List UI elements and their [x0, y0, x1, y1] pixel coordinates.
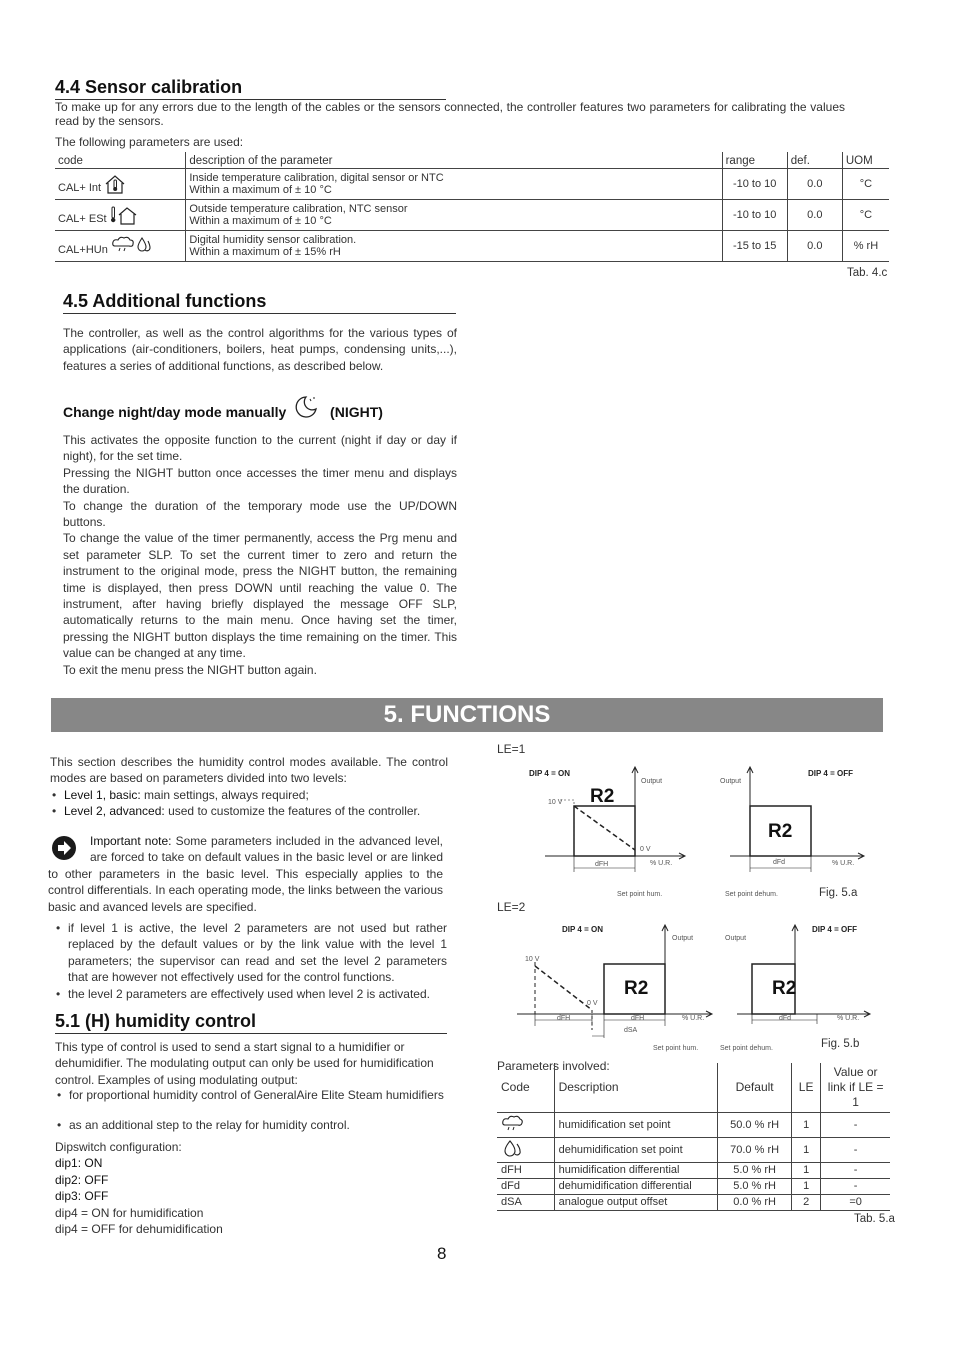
figure-5b: [497, 918, 897, 1058]
fig-5b-caption: Fig. 5.b: [821, 1038, 860, 1050]
params-title: Parameters involved:: [497, 1059, 610, 1073]
row-desc: humidification set point: [554, 1112, 718, 1137]
table-row: [497, 1137, 890, 1162]
row-def: 0.0: [787, 230, 842, 261]
section-5-1-intro: This type of control is used to send a start signal to a humidifier or dehumidifier. The modulating output can only be used for humidification control. Examples of using modulating output:: [55, 1040, 434, 1087]
fig-le2-label: LE=2: [497, 900, 526, 914]
list-item: • if level 1 is active, the level 2 parameters are not used but rather replaced by the default values or by the link value with the level 1 parameters; the supervisor can read and set the level 2 parameters that are however not effectively used for the control functions.: [54, 920, 447, 986]
dip-item: dip3: OFF: [55, 1189, 109, 1204]
row-code: dFd: [497, 1178, 554, 1194]
row-le: 1: [791, 1178, 820, 1194]
row-code: dFH: [497, 1162, 554, 1178]
level-list: [50, 787, 448, 820]
row-desc: analogue output offset: [554, 1194, 718, 1210]
col-description: description of the parameter: [186, 152, 722, 168]
cloud-icon: [501, 1115, 523, 1131]
section-4-4-title: 4.4 Sensor calibration: [55, 77, 446, 100]
table-row: [497, 1112, 890, 1137]
row-le: 2: [791, 1194, 820, 1210]
important-note: [48, 833, 443, 915]
level-label: Level 1, basic:: [64, 787, 141, 802]
row-desc-2: Within a maximum of ± 15% rH: [189, 245, 341, 258]
paragraph: To exit the menu press the NIGHT button again.: [63, 662, 317, 677]
row-default: 0.0 % rH: [718, 1194, 792, 1210]
ten-v-label: 10 V: [525, 956, 540, 963]
section-5-1-bullet-2: [55, 1117, 457, 1133]
row-code: CAL+ Int: [58, 181, 102, 194]
table-row: [55, 199, 889, 230]
moon-icon: [294, 395, 320, 419]
col-def: def.: [787, 152, 842, 168]
row-default: 70.0 % rH: [718, 1137, 792, 1162]
table-row: [55, 168, 889, 199]
table-header-row: [497, 1063, 890, 1112]
row-desc-1: Inside temperature calibration, digital sensor or NTC: [189, 171, 444, 184]
output-label: Output: [720, 778, 742, 785]
paragraph: To change the value of the timer permanently, access the Prg menu and set parameter SLP. To set the current timer to zero and return the instrument to the original mode, press the NIGHT button, the remaining time is displayed, then press DOWN until reaching the value 0. The instrument, after having briefly displayed the message OFF SLP, automatically returns to the main menu. Once having set the timer, pressing the NIGHT button displays the time remaining on the timer. This value can be changed at any time.: [63, 531, 457, 661]
list-item: • as an additional step to the relay for humidity control.: [55, 1117, 457, 1133]
ten-v-guide: [560, 800, 574, 856]
list-item: [50, 787, 448, 803]
table-row: [497, 1162, 890, 1178]
figure-5a: [497, 760, 897, 902]
note-text: Some parameters included in the advanced level, are forced to take on default values in the basic level or are linked to other parameters in the basic level. This especially applies to the control differentials. In each operating mode, the links between the various basic and avanced levels are specified.: [48, 834, 443, 914]
cloud-drop-icon: [111, 235, 151, 255]
paragraph: To change the duration of the temporary mode use the UP/DOWN buttons.: [63, 498, 457, 530]
ur-label: % U.R.: [650, 860, 673, 867]
dip-item: dip4 = OFF for dehumidification: [55, 1222, 223, 1237]
row-le: 1: [791, 1137, 820, 1162]
fig-5a-caption: Fig. 5.a: [819, 887, 858, 899]
section-4-4-intro: To make up for any errors due to the length of the cables or the sensors connected, the controller features two parameters for calibrating the values read by the sensors.: [55, 100, 845, 128]
paragraph: This activates the opposite function to the current (night if day or day if night), for the set time.: [63, 433, 457, 464]
outside-thermometer-icon: [110, 205, 138, 225]
section-5-1-bullet-1: [55, 1087, 457, 1103]
house-thermometer-icon: [104, 174, 126, 194]
dfh-label: dFH: [595, 861, 609, 868]
row-range: -15 to 15: [722, 230, 787, 261]
section-4-5-intro: The controller, as well as the control algorithms for the various types of applications (air-conditioners, boilers, heat pumps, condensing units,...), features a series of additional functions, as described below.: [63, 326, 457, 373]
table-row: [497, 1194, 890, 1210]
level-bullets: [54, 920, 447, 1002]
table-4c-caption: Tab. 4.c: [847, 267, 888, 279]
dipswitch-config: [55, 1139, 355, 1237]
row-desc-1: Digital humidity sensor calibration.: [189, 233, 357, 246]
dfh-label: dFH: [557, 1015, 571, 1022]
list-item: • the level 2 parameters are effectively used when level 2 is activated.: [54, 986, 447, 1002]
night-mode-subtitle-text: Change night/day mode manually: [63, 404, 287, 420]
night-mode-body: [63, 432, 457, 678]
dip-item: dip2: OFF: [55, 1172, 109, 1187]
section-5-intro-text: This section describes the humidity control modes available. The control modes are based on parameters divided into two levels:: [50, 755, 448, 786]
dip-title: Dipswitch configuration:: [55, 1140, 182, 1154]
col-value-link: Value or link if LE = 1: [821, 1063, 890, 1112]
modulating-ramp: [574, 806, 635, 850]
row-desc: dehumidification set point: [554, 1137, 718, 1162]
row-range: -10 to 10: [722, 168, 787, 199]
list-item: • for proportional humidity control of GeneralAire Elite Steam humidifiers: [55, 1087, 457, 1103]
output-label: Output: [672, 935, 694, 942]
row-default: 5.0 % rH: [718, 1178, 792, 1194]
section-4-4-intro2: The following parameters are used:: [55, 135, 244, 149]
row-value: =0: [821, 1194, 890, 1210]
row-le: 1: [791, 1162, 820, 1178]
row-code: CAL+ ESt: [58, 212, 107, 225]
level-label: Level 2, advanced:: [64, 804, 165, 819]
row-code: [497, 1137, 554, 1162]
row-code: [497, 1112, 554, 1137]
col-code: code: [55, 152, 186, 168]
col-range: range: [722, 152, 787, 168]
section-5-intro: [50, 754, 448, 820]
dfd-label: dFd: [773, 859, 786, 866]
col-description: Description: [554, 1063, 718, 1112]
ur-label: % U.R.: [837, 1015, 860, 1022]
level-text: used to customize the features of the controller.: [164, 804, 421, 819]
row-default: 5.0 % rH: [718, 1162, 792, 1178]
section-4-5-title: 4.5 Additional functions: [63, 291, 456, 314]
dfh-label: dFH: [631, 1015, 645, 1022]
r2-label: R2: [772, 978, 797, 999]
dip-off-label: DIP 4 = OFF: [812, 925, 857, 934]
level-text: main settings, always required;: [140, 787, 309, 802]
r2-label: R2: [768, 821, 793, 842]
row-value: -: [821, 1162, 890, 1178]
row-le: 1: [791, 1112, 820, 1137]
ur-label: % U.R.: [832, 860, 855, 867]
row-code: CAL+HUn: [58, 244, 108, 256]
dip-item: dip4 = ON for humidification: [55, 1205, 204, 1220]
col-le: LE: [791, 1063, 820, 1112]
row-uom: % rH: [842, 230, 889, 261]
row-code: dSA: [497, 1194, 554, 1210]
night-mode-subtitle-suffix: (NIGHT): [330, 404, 383, 420]
r2-label: R2: [624, 978, 649, 999]
zero-v-label: 0 V: [587, 1000, 598, 1007]
functions-banner: 5. FUNCTIONS: [51, 698, 883, 732]
ur-label: % U.R.: [682, 1015, 705, 1022]
dfd-label: dFd: [779, 1015, 792, 1022]
drops-icon: [501, 1139, 523, 1157]
col-default: Default: [718, 1063, 792, 1112]
output-label: Output: [725, 935, 747, 942]
section-5-1-title: 5.1 (H) humidity control: [55, 1011, 447, 1034]
sp-hum-label: Set point hum.: [617, 891, 663, 898]
dip-item: dip1: ON: [55, 1156, 103, 1171]
row-desc-2: Within a maximum of ± 10 °C: [189, 214, 332, 227]
col-code: Code: [497, 1063, 554, 1112]
r2-label: R2: [590, 786, 615, 807]
table-row: [55, 230, 889, 261]
dip-off-label: DIP 4 = OFF: [808, 769, 853, 778]
modulating-ramp: [535, 966, 592, 1010]
params-table: [497, 1063, 890, 1211]
row-range: -10 to 10: [722, 199, 787, 230]
calibration-table: [55, 152, 889, 262]
zero-v-label: 0 V: [640, 846, 651, 853]
row-value: -: [821, 1112, 890, 1137]
row-desc: humidification differential: [554, 1162, 718, 1178]
row-uom: °C: [842, 199, 889, 230]
table-5a-caption: Tab. 5.a: [854, 1213, 895, 1225]
row-value: -: [821, 1178, 890, 1194]
row-def: 0.0: [787, 199, 842, 230]
fig-le1-label: LE=1: [497, 742, 526, 756]
dfh-dsa-dimension: [535, 1014, 665, 1038]
output-label: Output: [641, 778, 663, 785]
ten-v-label: 10 V: [548, 799, 563, 806]
note-label: Important note:: [90, 834, 172, 848]
dsa-label: dSA: [624, 1027, 638, 1034]
table-row: [497, 1178, 890, 1194]
dip-on-label: DIP 4 = ON: [562, 925, 603, 934]
row-def: 0.0: [787, 168, 842, 199]
row-default: 50.0 % rH: [718, 1112, 792, 1137]
page-number: 8: [437, 1244, 447, 1263]
dip-on-label: DIP 4 = ON: [529, 769, 570, 778]
night-mode-subtitle: [63, 395, 383, 420]
row-desc-1: Outside temperature calibration, NTC sensor: [189, 202, 408, 215]
sp-dehum-label: Set point dehum.: [725, 891, 778, 898]
sp-hum-label: Set point hum.: [653, 1045, 699, 1052]
paragraph: Pressing the NIGHT button once accesses the timer menu and displays the duration.: [63, 465, 457, 497]
list-item: [50, 803, 448, 819]
col-uom: UOM: [842, 152, 889, 168]
row-value: -: [821, 1137, 890, 1162]
row-uom: °C: [842, 168, 889, 199]
row-desc: dehumidification differential: [554, 1178, 718, 1194]
row-desc-2: Within a maximum of ± 10 °C: [189, 183, 332, 196]
sp-dehum-label: Set point dehum.: [720, 1045, 773, 1052]
